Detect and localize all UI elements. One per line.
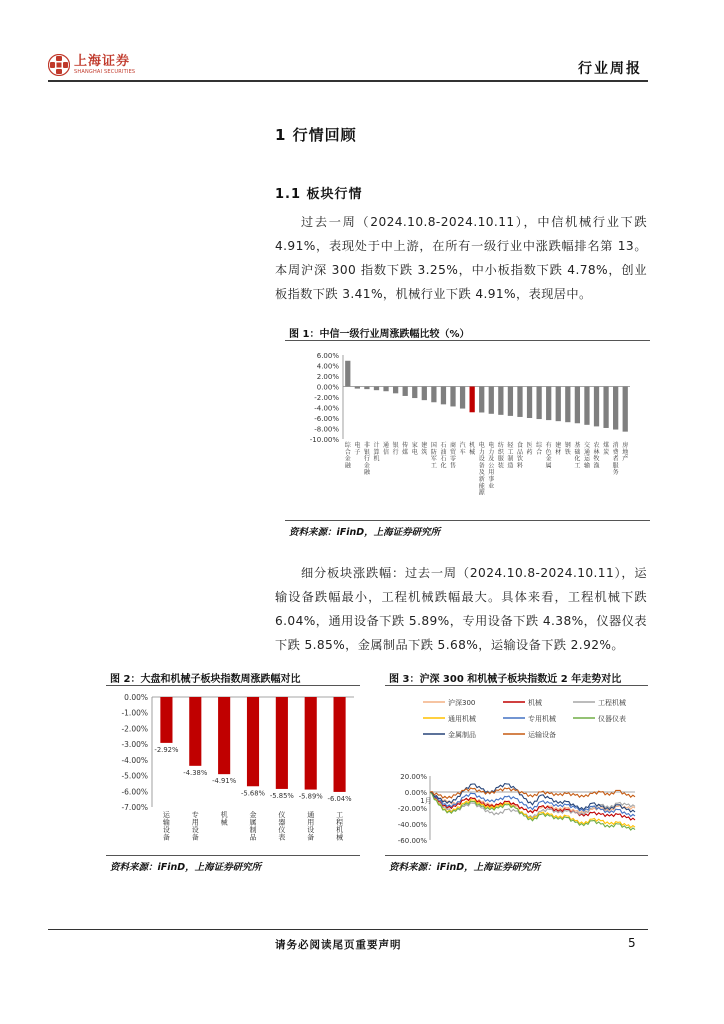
chart2-data-label: -4.38% xyxy=(183,768,208,777)
chart2-bar xyxy=(218,697,230,774)
chart1-x-tick: 机 xyxy=(469,442,476,449)
chart2-x-tick: 设 xyxy=(162,826,170,834)
chart3-x-tick: 1月 xyxy=(420,797,432,805)
chart2-bar xyxy=(334,697,346,792)
chart2-data-label: -4.91% xyxy=(212,777,237,786)
chart3-y-tick: 0.00% xyxy=(404,789,427,797)
chart2-y-tick: -6.00% xyxy=(121,787,148,797)
chart1-x-tick: 银 xyxy=(363,448,370,456)
chart2-data-label: -5.89% xyxy=(298,792,323,801)
chart2-x-tick: 仪 xyxy=(278,811,286,819)
body-paragraph-1: 过去一周（2024.10.8-2024.10.11），中信机械行业下跌 4.91%，表现处于中上游，在所有一级行业中涨跌幅排名第 13。本周沪深 300 指数下跌 3.25%，中小板指数下跌 4.78%，创业板指数下跌 3.41%，机械行业下跌 4.91%，表现居中。 xyxy=(275,215,647,301)
chart3-legend-label: 运输设备 xyxy=(528,731,556,739)
chart1-x-tick: 服 xyxy=(497,455,504,463)
disclaimer-note: 请务必阅读尾页重要声明 xyxy=(275,939,402,951)
chart1-bar xyxy=(450,387,455,407)
chart1-x-tick: 煤 xyxy=(603,442,610,449)
brand-logo-icon xyxy=(48,54,70,76)
chart1-y-tick: -6.00% xyxy=(314,415,339,423)
chart1-bar xyxy=(403,387,408,396)
chart1-bar xyxy=(393,387,398,394)
chart1-bar xyxy=(489,387,494,414)
chart1-x-tick: 业 xyxy=(488,482,495,490)
chart1-x-tick: 公 xyxy=(488,462,495,470)
chart1-bar xyxy=(431,387,436,403)
chart1-x-tick: 国 xyxy=(430,442,437,449)
chart1-x-tick: 费 xyxy=(612,448,619,456)
chart1-x-tick: 防 xyxy=(430,448,437,456)
chart1-bar xyxy=(603,387,608,428)
chart1-y-tick: -2.00% xyxy=(314,394,339,402)
chart1-bar xyxy=(575,387,580,424)
chart2-x-tick: 备 xyxy=(307,833,315,842)
chart1-bar xyxy=(584,387,589,425)
chart3-y-tick: -20.00% xyxy=(397,805,427,813)
chart2-x-tick: 器 xyxy=(278,818,286,827)
chart1-x-tick: 械 xyxy=(469,448,476,456)
chart1-bar xyxy=(441,387,446,405)
chart1-x-tick: 机 xyxy=(373,455,380,463)
chart1-bar xyxy=(565,387,570,423)
chart1-x-tick: 工 xyxy=(507,448,514,456)
chart2-data-label: -5.68% xyxy=(240,789,266,798)
chart1-x-tick: 纺 xyxy=(497,442,504,449)
chart1-x-tick: 合 xyxy=(344,448,351,456)
chart1-x-tick: 电 xyxy=(354,442,361,449)
chart2-x-tick: 工 xyxy=(336,811,344,819)
subsection-heading: 1.1 板块行情 xyxy=(275,187,363,202)
chart1-bar xyxy=(508,387,513,416)
chart1-x-tick: 石 xyxy=(440,455,447,463)
chart1-x-tick: 融 xyxy=(344,462,351,470)
chart1-bar xyxy=(422,387,427,401)
figure-2-bottom-rule xyxy=(106,855,360,856)
chart2-x-tick: 用 xyxy=(191,818,199,827)
brand-name-cn: 上海证券 xyxy=(74,54,131,69)
chart2-bar xyxy=(276,697,288,789)
chart1-x-tick: 油 xyxy=(440,448,447,456)
chart2-y-tick: -7.00% xyxy=(121,803,148,812)
chart2-x-tick: 制 xyxy=(249,826,257,834)
chart1-y-tick: 2.00% xyxy=(316,373,339,381)
chart1-x-tick: 能 xyxy=(478,482,485,490)
figure-3-chart xyxy=(385,688,648,854)
chart1-x-tick: 牧 xyxy=(593,455,600,463)
chart2-y-tick: -2.00% xyxy=(121,724,148,734)
chart1-x-tick: 务 xyxy=(612,469,619,477)
chart1-x-tick: 金 xyxy=(545,455,552,463)
chart1-x-tick: 农 xyxy=(593,442,600,449)
chart1-x-tick: 信 xyxy=(383,448,390,456)
chart1-x-tick: 有 xyxy=(545,442,552,449)
chart2-data-label: -6.04% xyxy=(327,794,352,803)
chart1-x-tick: 力 xyxy=(488,448,495,456)
chart1-bar xyxy=(613,387,618,430)
chart1-x-tick: 属 xyxy=(545,462,552,470)
chart1-x-tick: 地 xyxy=(622,448,629,456)
chart1-x-tick: 源 xyxy=(478,489,485,497)
footer-divider xyxy=(48,929,648,930)
chart1-x-tick: 色 xyxy=(545,448,552,456)
figure-2-top-rule xyxy=(106,685,360,686)
chart1-x-tick: 非 xyxy=(363,442,370,449)
chart1-x-tick: 建 xyxy=(555,442,562,449)
chart1-x-tick: 消 xyxy=(612,442,619,449)
chart3-legend-label: 专用机械 xyxy=(528,715,556,723)
chart2-x-tick: 输 xyxy=(162,818,170,827)
chart1-bar xyxy=(556,387,561,422)
chart1-y-tick: -4.00% xyxy=(314,404,339,413)
chart1-bar xyxy=(527,387,532,419)
chart1-x-tick: 化 xyxy=(440,462,447,470)
chart1-y-tick: 6.00% xyxy=(316,352,339,360)
figure-1-source: 资料来源：iFinD，上海证券研究所 xyxy=(289,527,441,538)
chart1-y-tick: 4.00% xyxy=(316,362,339,371)
chart1-x-tick: 者 xyxy=(612,455,619,463)
chart2-data-label: -2.92% xyxy=(154,745,179,754)
chart3-legend-label: 仪器仪表 xyxy=(598,715,626,723)
chart1-bar xyxy=(479,387,484,413)
chart1-x-tick: 药 xyxy=(526,448,533,456)
chart1-x-tick: 工 xyxy=(574,462,581,470)
figure-1-chart xyxy=(285,343,650,519)
section-heading: 1 行情回顾 xyxy=(275,126,357,144)
chart1-x-tick: 铁 xyxy=(564,448,571,456)
chart1-x-tick: 设 xyxy=(478,455,485,463)
chart2-x-tick: 通 xyxy=(307,811,315,819)
chart1-x-tick: 筑 xyxy=(421,448,428,456)
chart3-y-tick: -40.00% xyxy=(397,821,427,829)
chart2-data-label: -5.85% xyxy=(269,791,294,800)
chart1-x-tick: 综 xyxy=(536,442,543,449)
body-paragraph-2: 细分板块涨跌幅：过去一周（2024.10.8-2024.10.11），运输设备跌幅最小，工程机械跌幅最大。具体来看，工程机械下跌 6.04%，通用设备下跌 5.89%，专用设备下跌 4.38%，仪器仪表下跌 5.85%，金属制品下跌 5.68%，运输设备下跌 2.92%。 xyxy=(275,566,647,652)
chart2-x-tick: 属 xyxy=(249,818,257,827)
chart1-x-tick: 房 xyxy=(622,442,629,449)
chart1-x-tick: 造 xyxy=(507,462,514,470)
chart1-x-tick: 合 xyxy=(536,448,543,456)
chart1-x-tick: 用 xyxy=(488,469,495,477)
chart1-y-tick: 0.00% xyxy=(316,383,339,392)
chart1-bar xyxy=(594,387,599,427)
chart1-x-tick: 银 xyxy=(392,442,399,449)
header-divider xyxy=(48,80,648,82)
chart1-x-tick: 渔 xyxy=(593,462,600,470)
chart1-x-tick: 材 xyxy=(555,448,562,456)
chart1-bar xyxy=(498,387,503,415)
chart2-x-tick: 械 xyxy=(220,818,228,827)
chart1-bar xyxy=(623,387,628,432)
figure-2-title: 图 2：大盘和机械子板块指数周涨跌幅对比 xyxy=(110,674,301,685)
chart1-bar xyxy=(546,387,551,421)
chart1-x-tick: 备 xyxy=(478,462,485,470)
figure-1-top-rule xyxy=(285,340,650,341)
chart1-x-tick: 料 xyxy=(516,462,523,470)
chart2-x-tick: 程 xyxy=(336,818,344,827)
chart1-x-tick: 基 xyxy=(574,442,581,449)
figure-2-chart xyxy=(106,688,360,854)
chart1-x-tick: 林 xyxy=(593,448,600,456)
chart1-bar xyxy=(355,387,360,389)
figure-3-title: 图 3：沪深 300 和机械子板块指数近 2 年走势对比 xyxy=(389,674,622,685)
chart2-x-tick: 用 xyxy=(307,818,315,827)
chart1-bar xyxy=(460,387,465,409)
chart1-bar xyxy=(383,387,388,392)
chart1-x-tick: 军 xyxy=(430,455,437,463)
figure-2-source: 资料来源：iFinD，上海证券研究所 xyxy=(110,862,262,873)
chart1-bar xyxy=(374,387,379,391)
figure-3-bottom-rule xyxy=(385,855,648,856)
chart3-legend-label: 沪深300 xyxy=(448,699,476,707)
chart1-x-tick: 及 xyxy=(488,455,495,463)
chart2-y-tick: -4.00% xyxy=(121,755,148,765)
chart1-x-tick: 传 xyxy=(402,442,409,449)
chart2-bar xyxy=(247,697,259,786)
chart1-x-tick: 计 xyxy=(373,442,380,449)
chart1-x-tick: 服 xyxy=(612,462,619,470)
chart2-y-tick: 0.00% xyxy=(124,693,148,702)
chart1-x-tick: 建 xyxy=(421,442,428,449)
chart1-x-tick: 轻 xyxy=(507,442,514,449)
chart1-x-tick: 金 xyxy=(363,462,370,470)
chart1-x-tick: 装 xyxy=(497,462,504,470)
chart3-legend-label: 通用机械 xyxy=(448,715,476,723)
chart1-bar xyxy=(412,387,417,399)
chart1-y-tick: -10.00% xyxy=(309,436,339,444)
chart1-x-tick: 车 xyxy=(459,448,466,456)
figure-1-title: 图 1：中信一级行业周涨跌幅比较（%） xyxy=(289,329,470,340)
chart1-x-tick: 商 xyxy=(450,442,457,449)
chart3-y-tick: -60.00% xyxy=(397,837,427,845)
chart1-x-tick: 础 xyxy=(574,448,581,456)
chart2-x-tick: 备 xyxy=(162,833,170,842)
chart1-x-tick: 综 xyxy=(344,442,351,449)
chart1-x-tick: 售 xyxy=(450,462,457,470)
chart2-x-tick: 机 xyxy=(336,826,344,834)
chart1-x-tick: 媒 xyxy=(402,448,409,456)
chart2-x-tick: 专 xyxy=(191,811,199,819)
chart2-x-tick: 机 xyxy=(220,811,228,819)
chart1-x-tick: 汽 xyxy=(459,442,466,449)
chart1-bar xyxy=(345,361,350,387)
chart1-x-tick: 交 xyxy=(583,442,590,449)
chart1-x-tick: 织 xyxy=(497,448,504,456)
chart2-y-tick: -3.00% xyxy=(121,740,148,750)
chart1-x-tick: 家 xyxy=(411,442,418,449)
chart1-x-tick: 力 xyxy=(478,448,485,456)
chart1-bar xyxy=(517,387,522,417)
chart1-x-tick: 电 xyxy=(411,448,418,456)
chart1-y-tick: -8.00% xyxy=(314,425,339,434)
chart1-bar xyxy=(364,387,369,390)
chart1-x-tick: 金 xyxy=(344,455,351,463)
chart1-x-tick: 贸 xyxy=(450,448,457,456)
chart1-x-tick: 炭 xyxy=(603,448,610,456)
chart1-x-tick: 钢 xyxy=(564,442,571,449)
chart1-x-tick: 融 xyxy=(363,469,370,477)
chart1-x-tick: 制 xyxy=(507,455,514,463)
chart1-bar xyxy=(536,387,541,420)
chart1-x-tick: 算 xyxy=(373,448,380,456)
chart1-x-tick: 零 xyxy=(450,455,457,463)
chart1-x-tick: 化 xyxy=(574,455,581,463)
page-header xyxy=(48,54,648,80)
chart2-x-tick: 仪 xyxy=(278,826,286,834)
chart3-legend-label: 机械 xyxy=(528,699,542,707)
chart1-x-tick: 新 xyxy=(478,476,485,483)
chart2-x-tick: 金 xyxy=(249,811,257,819)
figure-3-top-rule xyxy=(385,685,648,686)
chart1-x-tick: 石 xyxy=(440,442,447,449)
chart2-x-tick: 运 xyxy=(162,811,170,819)
chart2-bar xyxy=(305,697,317,790)
chart3-series-line xyxy=(430,788,635,798)
chart1-x-tick: 饮 xyxy=(516,455,523,463)
chart2-x-tick: 表 xyxy=(278,833,286,842)
chart3-legend-label: 工程机械 xyxy=(598,699,626,707)
brand-name-en: SHANGHAI SECURITIES xyxy=(74,69,136,75)
chart2-bar xyxy=(160,697,172,743)
page-number: 5 xyxy=(628,936,636,950)
chart2-y-tick: -1.00% xyxy=(121,708,148,718)
chart2-x-tick: 设 xyxy=(307,826,315,834)
chart2-x-tick: 备 xyxy=(191,833,199,842)
chart2-bar xyxy=(189,697,201,766)
chart1-x-tick: 通 xyxy=(583,448,590,456)
chart1-x-tick: 及 xyxy=(478,469,485,477)
figure-3-source: 资料来源：iFinD，上海证券研究所 xyxy=(389,862,541,873)
chart1-bar xyxy=(470,387,475,413)
chart2-y-tick: -5.00% xyxy=(121,771,148,781)
chart1-x-tick: 食 xyxy=(516,442,523,449)
chart2-x-tick: 设 xyxy=(191,826,199,834)
chart1-x-tick: 通 xyxy=(383,442,390,449)
chart1-x-tick: 产 xyxy=(622,455,629,463)
chart1-x-tick: 行 xyxy=(392,448,399,456)
chart1-x-tick: 运 xyxy=(583,455,590,463)
chart1-x-tick: 电 xyxy=(478,442,485,449)
chart1-x-tick: 行 xyxy=(363,455,370,463)
chart1-x-tick: 输 xyxy=(583,462,590,470)
chart1-x-tick: 品 xyxy=(516,448,523,456)
chart1-x-tick: 子 xyxy=(354,448,361,456)
chart3-y-tick: 20.00% xyxy=(400,773,427,781)
chart1-x-tick: 工 xyxy=(430,462,437,470)
doc-type-label: 行业周报 xyxy=(578,61,642,77)
figure-1-bottom-rule xyxy=(285,520,650,521)
chart1-x-tick: 事 xyxy=(488,476,495,483)
chart2-x-tick: 品 xyxy=(249,833,257,842)
chart2-x-tick: 械 xyxy=(336,833,344,842)
chart1-x-tick: 电 xyxy=(488,442,495,449)
chart1-x-tick: 医 xyxy=(526,442,533,449)
chart3-legend-label: 金属制品 xyxy=(448,731,476,739)
brand-logo xyxy=(48,54,135,76)
